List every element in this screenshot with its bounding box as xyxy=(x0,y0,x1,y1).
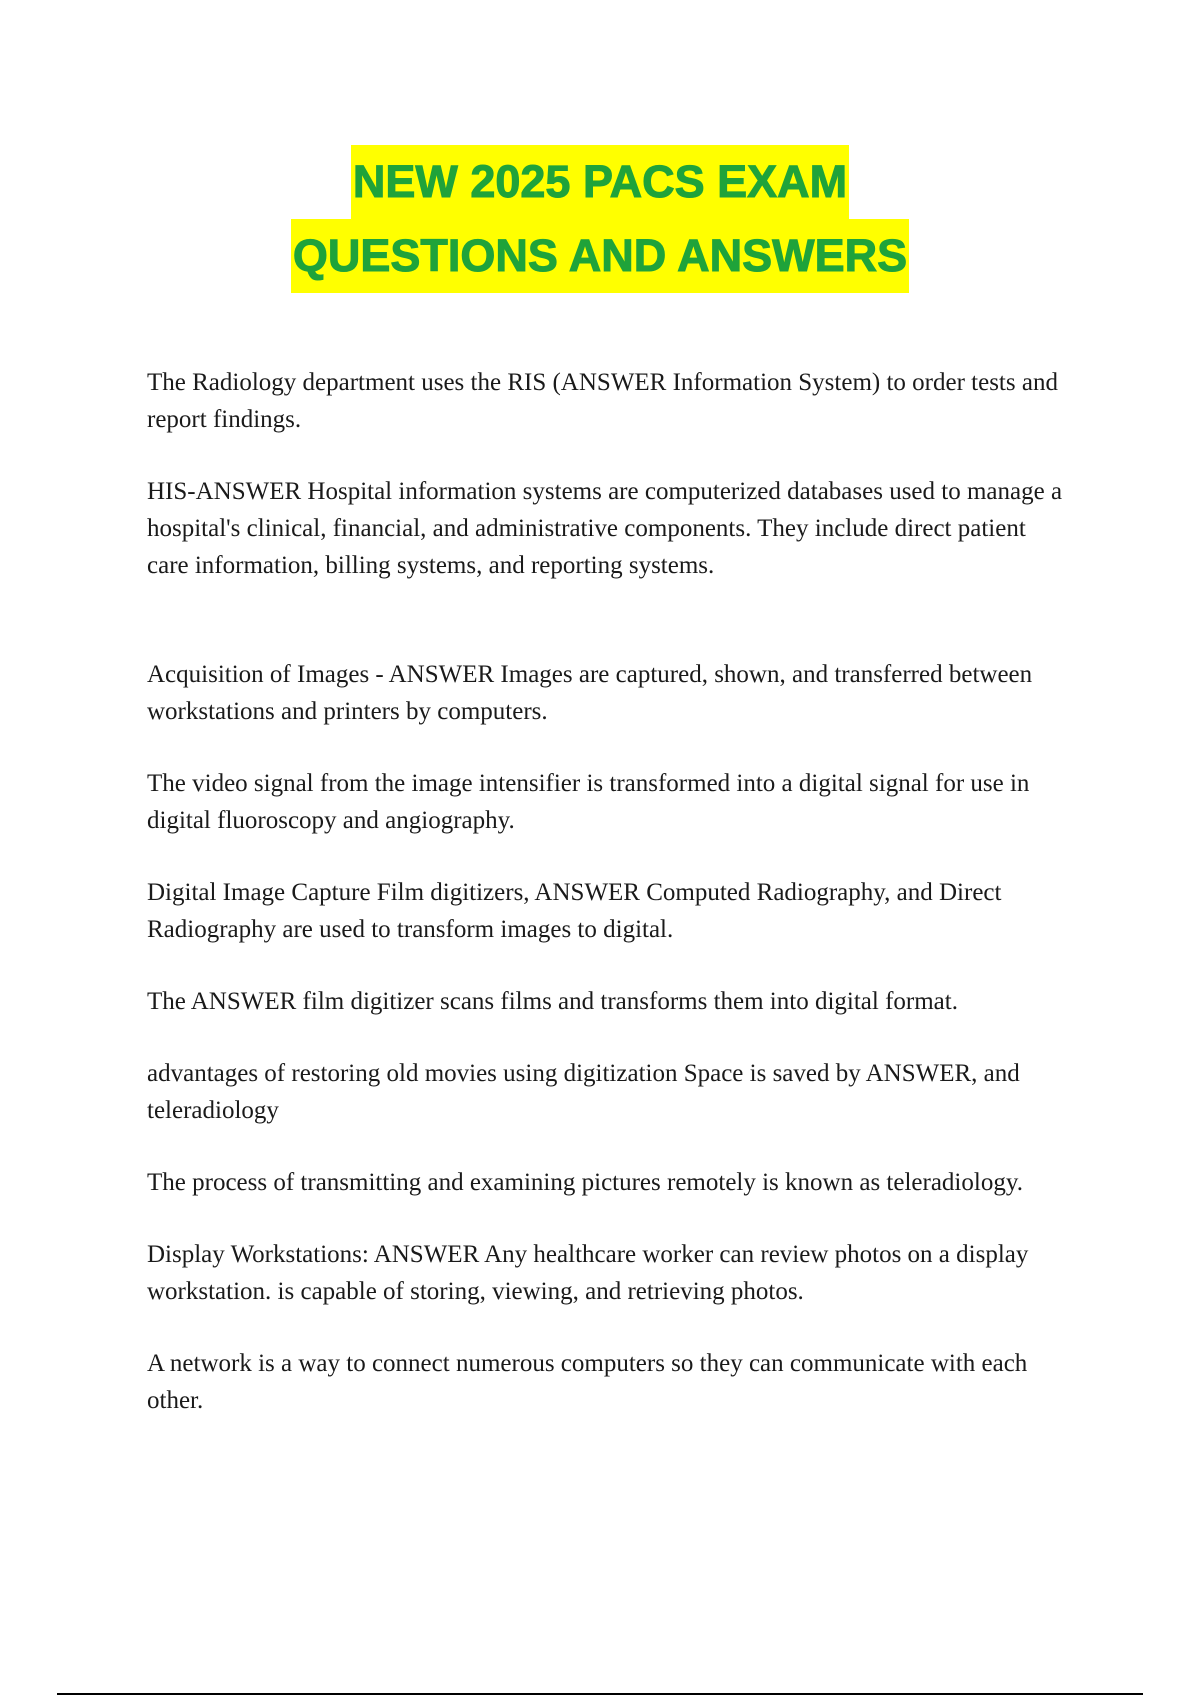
paragraph-network: A network is a way to connect numerous computers so they can communicate with each other. xyxy=(147,1350,1028,1414)
paragraph-digital-capture: Digital Image Capture Film digitizers, ANSWER Computed Radiography, and Direct Radiography are used to transform images to digital. xyxy=(147,879,1002,943)
document-title xyxy=(0,145,1200,293)
paragraph-teleradiology: The process of transmitting and examining pictures remotely is known as teleradiology. xyxy=(147,1169,1023,1196)
paragraph-video-signal: The video signal from the image intensifier is transformed into a digital signal for use in digital fluoroscopy and angiography. xyxy=(147,770,1030,834)
title-line-1: NEW 2025 PACS EXAM xyxy=(351,145,849,219)
paragraph-his: HIS-ANSWER Hospital information systems are computerized databases used to manage a hospital's clinical, financial, and administrative components. They include direct patient care information, billing systems, and reporting systems. xyxy=(147,478,1063,579)
footer-divider xyxy=(57,1693,1143,1695)
paragraph-digitization-advantages: advantages of restoring old movies using digitization Space is saved by ANSWER, and teleradiology xyxy=(147,1060,1020,1124)
paragraph-film-digitizer: The ANSWER film digitizer scans films and transforms them into digital format. xyxy=(147,988,958,1015)
document-body xyxy=(147,364,1067,1454)
paragraph-display-workstations: Display Workstations: ANSWER Any healthcare worker can review photos on a display workstation. is capable of storing, viewing, and retrieving photos. xyxy=(147,1241,1029,1305)
paragraph-acquisition: Acquisition of Images - ANSWER Images are captured, shown, and transferred between workstations and printers by computers. xyxy=(147,661,1033,725)
title-line-2: QUESTIONS AND ANSWERS xyxy=(291,219,909,293)
paragraph-ris: The Radiology department uses the RIS (ANSWER Information System) to order tests and report findings. xyxy=(147,369,1058,433)
